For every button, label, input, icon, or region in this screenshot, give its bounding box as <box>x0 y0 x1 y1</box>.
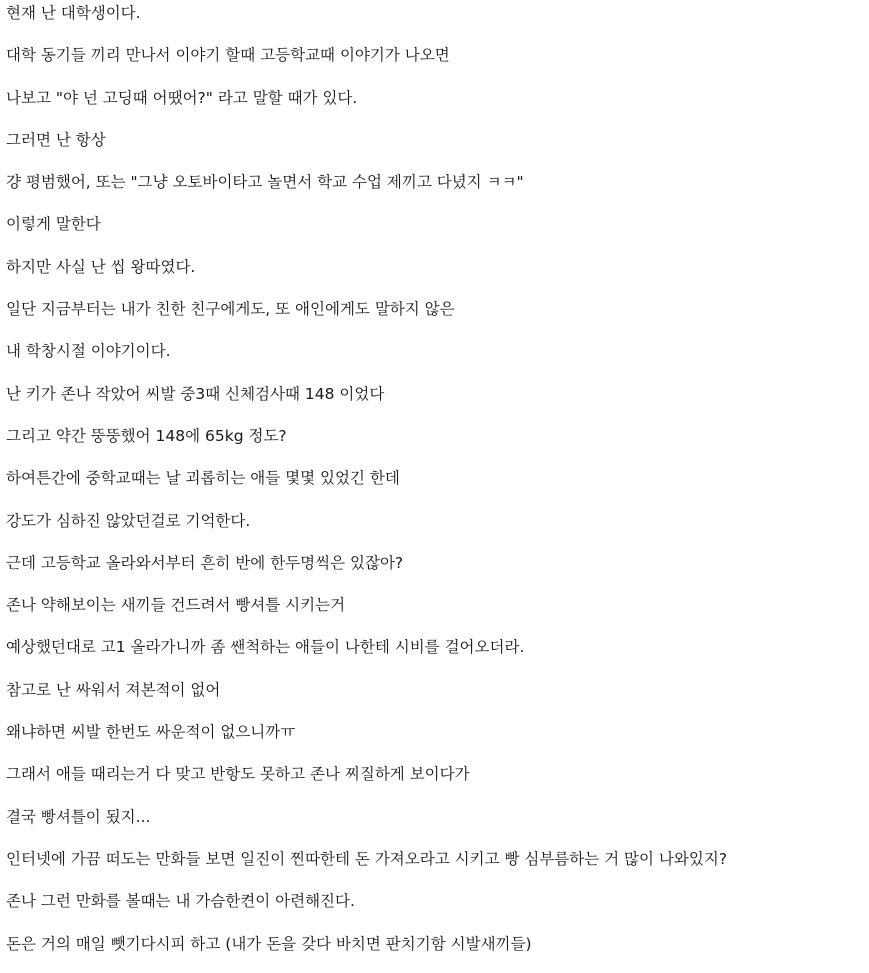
post-line: 참고로 난 싸워서 져본적이 없어 <box>6 680 221 699</box>
post-line: 그러면 난 항상 <box>6 130 106 149</box>
post-line: 그리고 약간 뚱뚱했어 148에 65kg 정도? <box>6 426 287 445</box>
post-line: 왜냐하면 씨발 한번도 싸운적이 없으니까ㅠ <box>6 723 296 742</box>
post-line: 대학 동기들 끼리 만나서 이야기 할때 고등학교때 이야기가 나오면 <box>6 46 450 65</box>
post-line: 내 학창시절 이야기이다. <box>6 342 171 361</box>
post-line: 하여튼간에 중학교때는 날 괴롭히는 애들 몇몇 있었긴 한데 <box>6 469 400 488</box>
post-line: 현재 난 대학생이다. <box>6 4 141 22</box>
post-line: 일단 지금부터는 내가 친한 친구에게도, 또 애인에게도 말하지 않은 <box>6 300 455 319</box>
post-line: 예상했던대로 고1 올라가니까 좀 쌘척하는 애들이 나한테 시비를 걸어오더라. <box>6 638 525 657</box>
post-line: 난 키가 존나 작았어 씨발 중3때 신체검사때 148 이었다 <box>6 384 385 403</box>
post-line: 이렇게 말한다 <box>6 215 101 234</box>
post-line: 걍 평범했어, 또는 "그냥 오토바이타고 놀면서 학교 수업 제끼고 다녔지 ㅋㅋ" <box>6 173 524 192</box>
post-line: 결국 빵셔틀이 됬지... <box>6 807 151 826</box>
post-line: 존나 약해보이는 새끼들 건드려서 빵셔틀 시키는거 <box>6 596 346 615</box>
post-line: 인터넷에 가끔 떠도는 만화들 보면 일진이 찐따한테 돈 가져오라고 시키고 빵 심부름하는 거 많이 나와있지? <box>6 849 728 868</box>
post-line: 강도가 심하진 않았던걸로 기억한다. <box>6 511 251 530</box>
post-body <box>6 0 866 973</box>
post-line: 존나 그런 만화를 볼때는 내 가슴한켠이 아련해진다. <box>6 892 355 911</box>
post-line: 그래서 애들 때리는거 다 맞고 반항도 못하고 존나 찌질하게 보이다가 <box>6 765 470 784</box>
post-line: 나보고 "야 넌 고딩때 어땠어?" 라고 말할 때가 있다. <box>6 88 358 107</box>
post-line: 근데 고등학교 올라와서부터 흔히 반에 한두명씩은 있잖아? <box>6 553 404 572</box>
post-line: 돈은 거의 매일 뺏기다시피 하고 (내가 돈을 갖다 바치면 판치기함 시발새끼들) <box>6 934 532 953</box>
post-line: 하지만 사실 난 씹 왕따였다. <box>6 257 196 276</box>
